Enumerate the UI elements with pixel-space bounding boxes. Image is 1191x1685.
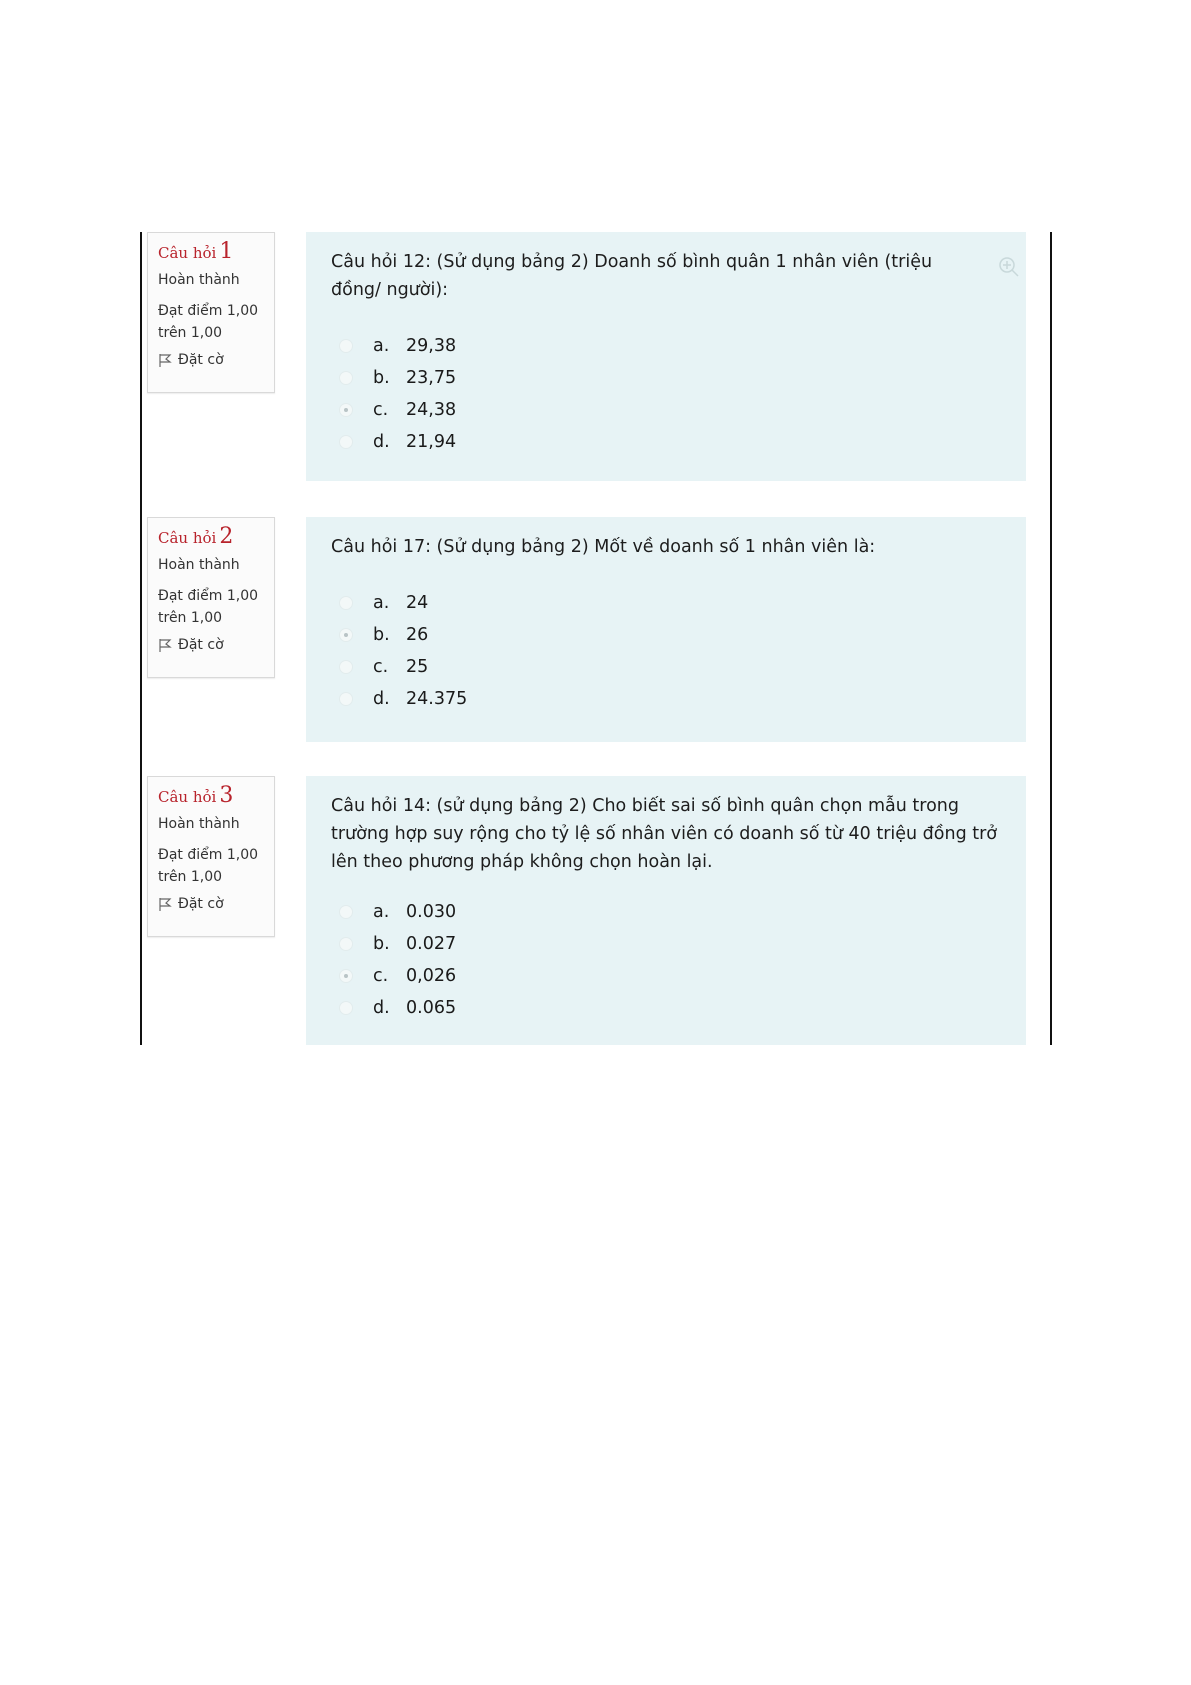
question-number-value: 3 — [219, 783, 234, 808]
answer-value: 24 — [406, 593, 429, 613]
question-number — [158, 524, 264, 549]
question-text: Câu hỏi 12: (Sử dụng bảng 2) Doanh số bình quân 1 nhân viên (triệu đồng/ người): — [331, 252, 933, 300]
page-border-left — [140, 232, 142, 1045]
question-label: Câu hỏi — [158, 529, 217, 547]
grade-line-1: Đạt điểm 1,00 — [158, 303, 259, 319]
answer-letter: c. — [373, 657, 389, 677]
answer-list — [331, 896, 1000, 1024]
flag-question-button[interactable] — [158, 896, 264, 912]
answer-letter: b. — [373, 368, 390, 388]
radio-button[interactable] — [339, 937, 353, 951]
flag-label: Đặt cờ — [178, 896, 224, 912]
grade-line-2: trên 1,00 — [158, 610, 223, 626]
question-grade — [158, 844, 264, 888]
page-border-right — [1050, 232, 1052, 1045]
answer-value: 0,026 — [406, 966, 457, 986]
question-grade — [158, 585, 264, 629]
answer-letter: d. — [373, 689, 390, 709]
answer-option-b[interactable] — [331, 928, 1000, 960]
grade-line-2: trên 1,00 — [158, 325, 223, 341]
question-content — [306, 517, 1026, 742]
flag-label: Đặt cờ — [178, 352, 224, 368]
grade-line-1: Đạt điểm 1,00 — [158, 847, 259, 863]
answer-option-d[interactable] — [331, 426, 1000, 458]
question-label: Câu hỏi — [158, 244, 217, 262]
answer-letter: a. — [373, 336, 390, 356]
answer-list — [331, 587, 1000, 715]
answer-option-b[interactable] — [331, 619, 1000, 651]
flag-icon — [158, 897, 172, 912]
answer-value: 0.030 — [406, 902, 457, 922]
radio-button[interactable] — [339, 905, 353, 919]
answer-letter: d. — [373, 998, 390, 1018]
answer-letter: b. — [373, 625, 390, 645]
radio-button[interactable] — [339, 435, 353, 449]
answer-option-b[interactable] — [331, 362, 1000, 394]
answer-option-c[interactable] — [331, 651, 1000, 683]
question-info-panel — [147, 232, 275, 393]
question-label: Câu hỏi — [158, 788, 217, 806]
answer-option-d[interactable] — [331, 992, 1000, 1024]
radio-button[interactable] — [339, 1001, 353, 1015]
answer-letter: c. — [373, 966, 389, 986]
answer-value: 0.065 — [406, 998, 457, 1018]
answer-letter: b. — [373, 934, 390, 954]
answer-value: 26 — [406, 625, 429, 645]
answer-letter: a. — [373, 902, 390, 922]
question-number — [158, 239, 264, 264]
radio-button[interactable] — [339, 371, 353, 385]
zoom-in-icon[interactable] — [998, 256, 1020, 282]
radio-button-selected[interactable] — [339, 628, 353, 642]
flag-icon — [158, 638, 172, 653]
flag-icon — [158, 353, 172, 368]
question-state: Hoàn thành — [158, 557, 240, 573]
question-number-value: 1 — [219, 239, 234, 264]
radio-button[interactable] — [339, 660, 353, 674]
radio-button[interactable] — [339, 596, 353, 610]
question-grade — [158, 300, 264, 344]
answer-list — [331, 330, 1000, 458]
question-text: Câu hỏi 17: (Sử dụng bảng 2) Mốt về doanh số 1 nhân viên là: — [331, 537, 876, 557]
question-content — [306, 776, 1026, 1045]
answer-value: 24,38 — [406, 400, 457, 420]
answer-option-a[interactable] — [331, 896, 1000, 928]
question-state: Hoàn thành — [158, 816, 240, 832]
flag-question-button[interactable] — [158, 637, 264, 653]
answer-value: 25 — [406, 657, 429, 677]
answer-option-a[interactable] — [331, 330, 1000, 362]
answer-value: 29,38 — [406, 336, 457, 356]
question-content — [306, 232, 1026, 481]
answer-option-a[interactable] — [331, 587, 1000, 619]
question-info-panel — [147, 776, 275, 937]
question-number-value: 2 — [219, 524, 234, 549]
answer-letter: d. — [373, 432, 390, 452]
question-state: Hoàn thành — [158, 272, 240, 288]
answer-option-c[interactable] — [331, 394, 1000, 426]
answer-value: 0.027 — [406, 934, 457, 954]
grade-line-1: Đạt điểm 1,00 — [158, 588, 259, 604]
radio-button-selected[interactable] — [339, 403, 353, 417]
answer-option-d[interactable] — [331, 683, 1000, 715]
answer-value: 24.375 — [406, 689, 468, 709]
flag-question-button[interactable] — [158, 352, 264, 368]
answer-letter: a. — [373, 593, 390, 613]
radio-button[interactable] — [339, 339, 353, 353]
radio-button[interactable] — [339, 692, 353, 706]
radio-button-selected[interactable] — [339, 969, 353, 983]
answer-value: 23,75 — [406, 368, 457, 388]
question-text: Câu hỏi 14: (sử dụng bảng 2) Cho biết sai số bình quân chọn mẫu trong trường hợp suy rộng cho tỷ lệ số nhân viên có doanh số từ 40 triệu đồng trở lên theo phương pháp không chọn hoàn lại. — [331, 796, 998, 872]
answer-option-c[interactable] — [331, 960, 1000, 992]
flag-label: Đặt cờ — [178, 637, 224, 653]
grade-line-2: trên 1,00 — [158, 869, 223, 885]
answer-value: 21,94 — [406, 432, 457, 452]
question-number — [158, 783, 264, 808]
question-info-panel — [147, 517, 275, 678]
answer-letter: c. — [373, 400, 389, 420]
